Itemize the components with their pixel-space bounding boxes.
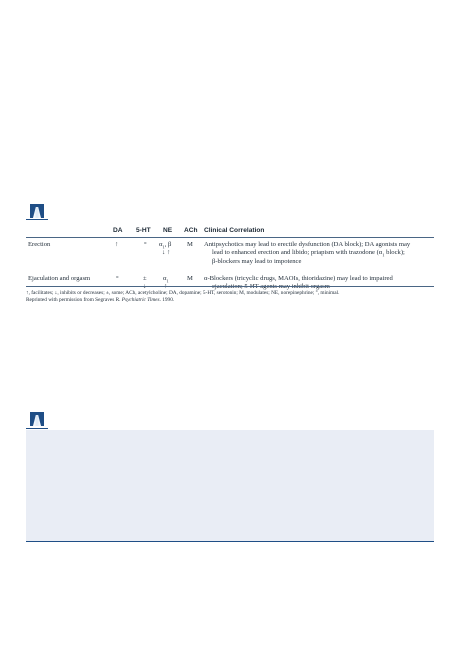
col-header-da: DA [113, 227, 123, 234]
corr-line-2-text: lead to enhanced erection and libido; priapism with trazodone (α [212, 249, 383, 257]
source-suffix: . 1990. [159, 297, 175, 304]
cell-ne-line2: ↑ [164, 283, 168, 290]
row-label: Ejaculation and orgasm [28, 275, 91, 282]
cell-ne-line2: ↓ ↑ [162, 249, 171, 256]
corr-line-2: ejaculation; 5-HT agents may inhibit orgasm [212, 283, 330, 291]
cell-ne-main: α [163, 275, 167, 282]
cell-ne-sub: 1 [166, 278, 169, 284]
cell-5ht: ± [143, 275, 147, 282]
corr-line-2 [204, 249, 434, 258]
source-journal: Psychiatric Times [121, 297, 160, 304]
table-header-icon [30, 204, 44, 218]
table-header-rule [26, 428, 48, 429]
table-header-icon [30, 412, 44, 426]
cell-5ht-line2: ↓ [143, 283, 147, 290]
corr-line-3: β-blockers may lead to impotence [212, 258, 302, 266]
table-header-row [26, 222, 434, 238]
footnote-source [26, 297, 434, 304]
corr-line-2-end: block); [384, 249, 405, 257]
table-header-rule [26, 219, 48, 220]
cell-clinical-correlation [204, 241, 434, 266]
source-prefix: Reprinted with permission from Segraves R. [26, 297, 122, 304]
col-header-5ht: 5-HT [136, 227, 151, 234]
cell-ne-sub: 1 [162, 244, 165, 250]
cell-ne-main: α [159, 241, 163, 248]
cell-5ht: ° [144, 241, 147, 248]
footnote-legend: ↑, facilitates; ↓, inhibits or decreases; ±, some; ACh, acetylcholine; DA, dopamine; 5-HT, serotonin; M, modulates; NE, norepinephrine; °, minimal. [26, 290, 340, 296]
table-footnote [26, 290, 434, 304]
table-row [26, 241, 434, 269]
corr-line-1: α-Blockers (tricyclic drugs, MAOIs, thioridazine) may lead to impaired [204, 275, 393, 282]
sexual-function-table [26, 222, 434, 295]
corr-line-1: Antipsychotics may lead to erectile dysfunction (DA block); DA agonists may [204, 241, 411, 248]
empty-table-box [26, 430, 434, 542]
cell-da: ° [116, 275, 119, 282]
cell-ne-rest: , β [164, 241, 172, 248]
cell-da: ↑ [115, 241, 119, 248]
col-header-ne: NE [163, 227, 173, 234]
col-header-clinical-correlation: Clinical Correlation [204, 227, 265, 234]
corr-line-2-sub: 1 [382, 252, 385, 258]
col-header-ach: ACh [184, 227, 198, 234]
table-bottom-rule [26, 286, 434, 287]
row-label: Erection [28, 241, 51, 248]
cell-clinical-correlation [204, 275, 434, 291]
cell-ach: M [187, 275, 193, 282]
cell-ach: M [187, 241, 193, 248]
